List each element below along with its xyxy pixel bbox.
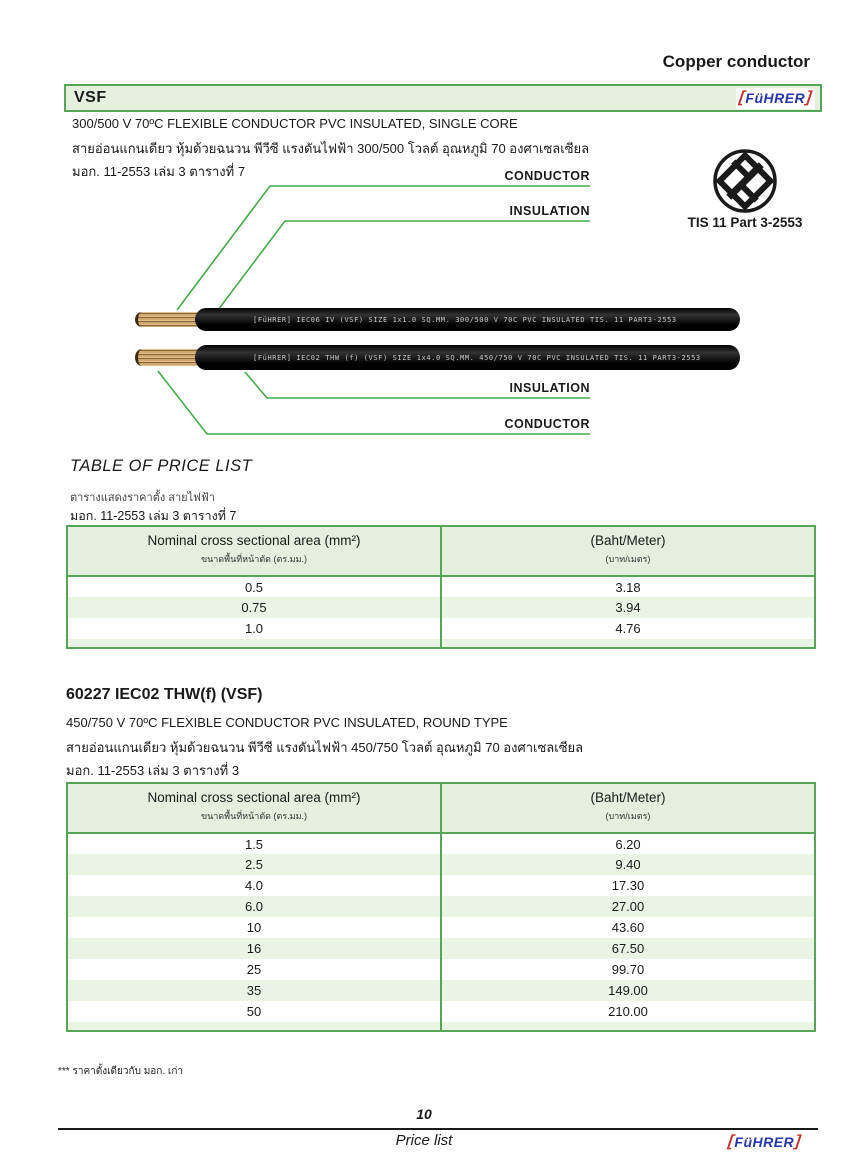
tis-mark-label: TIS 11 Part 3-2553 <box>687 215 803 230</box>
fuhrer-logo <box>736 88 815 109</box>
iec02-spec-en: 450/750 V 70ºC FLEXIBLE CONDUCTOR PVC INSULATED, ROUND TYPE <box>66 715 508 730</box>
price-cell: 16 <box>67 938 441 959</box>
price-cell: 9.40 <box>441 854 815 875</box>
footnote-th: *** ราคาตั้งเดียวกับ มอก. เก่า <box>58 1066 183 1077</box>
section-title-vsf: VSF <box>74 89 107 106</box>
label-conductor-top: CONDUCTOR <box>504 169 590 183</box>
column-header-area: Nominal cross sectional area (mm²) ขนาดพื้นที่หน้าตัด (ตร.มม.) <box>67 526 441 576</box>
column-header-price: (Baht/Meter) (บาท/เมตร) <box>441 783 815 833</box>
iec02-spec-th: สายอ่อนแกนเดียว หุ้มด้วยฉนวน พีวีซี แรงดันไฟฟ้า 450/750 โวลต์ อุณหภูมิ 70 องศาเซลเซียล <box>66 740 584 755</box>
logo-bracket-right-icon: ] <box>805 89 814 106</box>
fuhrer-logo-footer <box>725 1131 804 1152</box>
cable-diagram <box>0 140 848 455</box>
price-table-vsf <box>66 525 816 649</box>
column-header-price: (Baht/Meter) (บาท/เมตร) <box>441 526 815 576</box>
price-cell: 99.70 <box>611 962 645 977</box>
logo-bracket-left-icon: [ <box>726 1132 735 1150</box>
price-cell: 149.00 <box>441 980 815 1001</box>
cable-image-iec02 <box>135 345 740 370</box>
strip-cell <box>441 1022 815 1031</box>
price-row <box>67 597 815 618</box>
page-number: 10 <box>416 1106 432 1122</box>
price-row <box>67 959 815 980</box>
logo-bracket-left-icon: [ <box>737 89 746 106</box>
cable-print-text: [FüHRER] IEC02 THW (f) (VSF) SIZE 1x4.0 SQ.MM. 450/750 V 70C PVC INSULATED TIS. 11 PART3-2553 <box>253 353 701 362</box>
price-cell: 210.00 <box>608 1004 648 1019</box>
logo-brand-text: FüHRER <box>745 90 806 106</box>
price-cell: 1.0 <box>67 618 441 639</box>
strip-cell <box>441 639 815 648</box>
price-list-standard-ref: มอก. 11-2553 เล่ม 3 ตารางที่ 7 <box>70 509 237 523</box>
price-row <box>67 875 815 896</box>
column-header-area: Nominal cross sectional area (mm²) ขนาดพื้นที่หน้าตัด (ตร.มม.) <box>67 783 441 833</box>
price-list-heading: TABLE OF PRICE LIST <box>70 457 253 475</box>
tis-certification-mark-icon <box>712 148 778 219</box>
price-row <box>67 833 815 854</box>
price-cell: 3.18 <box>615 579 641 595</box>
price-list-subheading-th: ตารางแสดงราคาตั้ง สายไฟฟ้า <box>70 492 215 504</box>
strip-cell <box>67 1022 441 1031</box>
label-insulation-bottom: INSULATION <box>509 381 590 395</box>
footer-label: Price list <box>395 1132 453 1149</box>
cable-print-text: [FüHRER] IEC06 IV (VSF) SIZE 1x1.0 SQ.MM. 300/500 V 70C PVC INSULATED TIS. 11 PART3-2553 <box>253 315 677 324</box>
section-title-iec02: 60227 IEC02 THW(f) (VSF) <box>66 686 263 703</box>
vsf-spec-en: 300/500 V 70ºC FLEXIBLE CONDUCTOR PVC INSULATED, SINGLE CORE <box>72 116 518 131</box>
label-insulation-top: INSULATION <box>509 204 590 218</box>
price-table-header-row <box>67 526 815 576</box>
price-cell: 1.5 <box>67 833 441 854</box>
vsf-spec-th: สายอ่อนแกนเดียว หุ้มด้วยฉนวน พีวีซี แรงดันไฟฟ้า 300/500 โวลต์ อุณหภูมิ 70 องศาเซลเซียล <box>72 141 590 156</box>
price-row <box>67 618 815 639</box>
table-bottom-strip <box>67 1022 815 1031</box>
cable-image-vsf <box>135 308 740 331</box>
strip-cell <box>67 639 441 648</box>
price-cell: 6.0 <box>67 896 441 917</box>
price-table-iec02 <box>66 782 816 1032</box>
price-cell: 17.30 <box>611 878 645 893</box>
label-conductor-bottom: CONDUCTOR <box>504 417 590 431</box>
price-row <box>67 896 815 917</box>
logo-bracket-right-icon: ] <box>794 1132 803 1150</box>
price-row <box>67 938 815 959</box>
price-cell: 67.50 <box>441 938 815 959</box>
price-cell: 50 <box>67 1001 441 1022</box>
price-cell: 43.60 <box>611 920 645 935</box>
section-header-vsf <box>64 84 822 112</box>
price-cell: 2.5 <box>67 854 441 875</box>
price-cell: 4.0 <box>67 875 441 896</box>
page-category-title: Copper conductor <box>662 52 810 71</box>
price-cell: 6.20 <box>615 836 641 852</box>
price-cell: 35 <box>67 980 441 1001</box>
price-cell: 4.76 <box>615 621 641 636</box>
price-row <box>67 854 815 875</box>
table-bottom-strip <box>67 639 815 648</box>
price-row <box>67 980 815 1001</box>
price-row <box>67 917 815 938</box>
cable-sheath <box>195 308 740 331</box>
price-cell: 0.5 <box>67 576 441 597</box>
price-cell: 10 <box>67 917 441 938</box>
vsf-standard-ref: มอก. 11-2553 เล่ม 3 ตารางที่ 7 <box>72 164 246 179</box>
iec02-standard-ref: มอก. 11-2553 เล่ม 3 ตารางที่ 3 <box>66 763 240 778</box>
logo-brand-text: FüHRER <box>734 1133 795 1150</box>
price-cell: 3.94 <box>441 597 815 618</box>
price-cell: 0.75 <box>67 597 441 618</box>
price-cell: 25 <box>67 959 441 980</box>
price-row <box>67 1001 815 1022</box>
price-cell: 27.00 <box>441 896 815 917</box>
price-row <box>67 576 815 597</box>
price-table-header-row <box>67 783 815 833</box>
footer-divider <box>58 1128 818 1130</box>
cable-sheath <box>195 345 740 370</box>
